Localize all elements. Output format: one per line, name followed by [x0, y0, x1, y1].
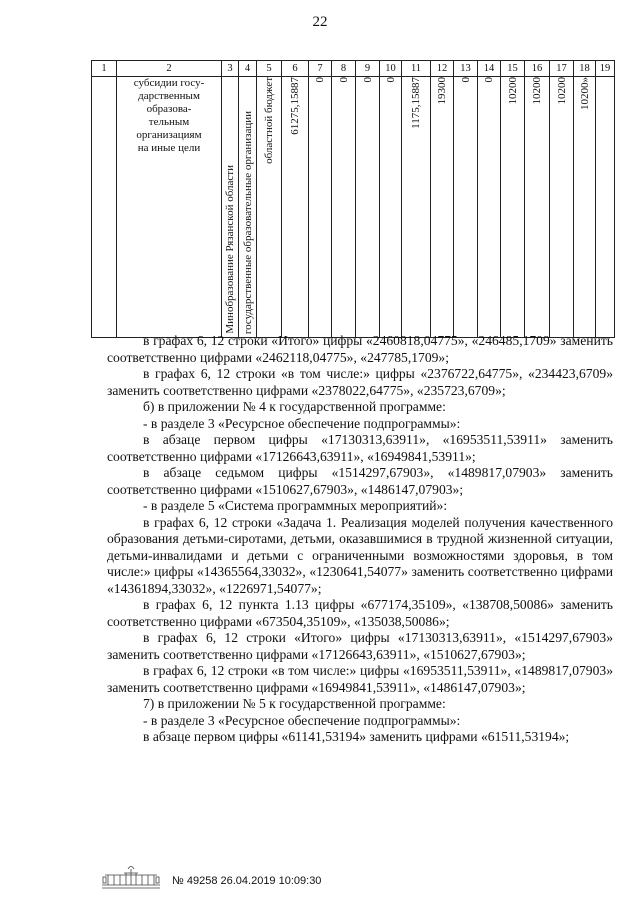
- paragraph: - в разделе 3 «Ресурсное обеспечение подпрограммы»:: [143, 712, 461, 728]
- col-num-3: 3: [222, 61, 239, 77]
- paragraph: в графах 6, 12 строки «в том числе:» цифры «2376722,64775», «234423,6709» заменить соответственно цифрами «2378022,64775», «235723,6709»;: [107, 366, 613, 398]
- value-c12: 19300: [436, 77, 448, 105]
- executor-text: Минобразование Рязанской области: [224, 165, 236, 334]
- value-c14: 0: [483, 77, 495, 83]
- cell-description: [117, 77, 222, 338]
- cell-recipient: [239, 77, 257, 338]
- cell-c16: [525, 77, 550, 338]
- col-num-17: 17: [550, 61, 574, 77]
- table-header-row: [92, 61, 615, 77]
- value-c7: 0: [314, 77, 326, 83]
- paragraph: б) в приложении № 4 к государственной программе:: [143, 399, 446, 414]
- paragraph: в графах 6, 12 пункта 1.13 цифры «677174,35109», «138708,50086» заменить соответственно цифрами «673504,35109», «135038,50086»;: [107, 597, 613, 629]
- cell-c10: [380, 77, 402, 338]
- col-num-18: 18: [574, 61, 596, 77]
- col-num-7: 7: [309, 61, 332, 77]
- value-c9: 0: [361, 77, 374, 83]
- col-num-16: 16: [525, 61, 550, 77]
- cell-c12: [431, 77, 454, 338]
- paragraph: в графах 6, 12 строки «в том числе:» цифры «16953511,53911», «1489817,07903» заменить соответственно цифрами «16949841,53911», «1486147,07903»;: [107, 663, 613, 695]
- value-c8: 0: [337, 77, 350, 83]
- value-c13: 0: [459, 77, 472, 83]
- col-num-11: 11: [402, 61, 431, 77]
- program-table: [91, 60, 615, 338]
- cell-c14: [478, 77, 501, 338]
- value-c11: 1175,15887: [410, 77, 422, 129]
- value-c16: 10200: [531, 77, 543, 105]
- col-num-6: 6: [282, 61, 309, 77]
- col-num-5: 5: [257, 61, 282, 77]
- col-num-10: 10: [380, 61, 402, 77]
- cell-c1: [92, 77, 117, 338]
- col-num-14: 14: [478, 61, 501, 77]
- source-text: областной бюджет: [263, 77, 275, 164]
- cell-c11: [402, 77, 431, 338]
- cell-c18: [574, 77, 596, 338]
- cell-c9: [356, 77, 380, 338]
- value-c18: 10200»: [578, 77, 591, 110]
- table-row: [92, 77, 615, 338]
- paragraph: в графах 6, 12 строки «Итого» цифры «17130313,63911», «1514297,67903» заменить соответственно цифрами «17126643,63911», «1510627,67903»;: [107, 630, 613, 662]
- col-num-2: 2: [117, 61, 222, 77]
- paragraph: в графах 6, 12 строки «Задача 1. Реализация моделей получения качественного образования детьми-сиротами, детьми, оказавшимися в трудной жизненной ситуации, детьми-инвалидами и детьми с ограниченными возможностями здоровья, в том числе:» цифры «14365564,33032», «1230641,54077» заменить соответственно цифрами «14361894,33032», «1226971,54077»;: [107, 514, 613, 596]
- cell-executor: [222, 77, 239, 338]
- paragraph: в абзаце первом цифры «17130313,63911», «16953511,53911» заменить соответственно цифрами «17126643,63911», «16949841,53911»;: [107, 432, 613, 464]
- cell-c8: [332, 77, 356, 338]
- document-stamp-text: № 49258 26.04.2019 10:09:30: [172, 875, 322, 887]
- paragraph: 7) в приложении № 5 к государственной программе:: [143, 696, 446, 711]
- value-c17: 10200: [555, 77, 568, 105]
- col-num-9: 9: [356, 61, 380, 77]
- col-num-19: 19: [596, 61, 615, 77]
- government-building-stamp-icon: [100, 863, 162, 891]
- description-text: субсидии госу- дарственным образова- тельным организациям на иные цели: [133, 77, 205, 154]
- col-num-1: 1: [92, 61, 117, 77]
- cell-source: [257, 77, 282, 338]
- value-c15: 10200: [506, 77, 519, 105]
- paragraph: - в разделе 5 «Система программных мероприятий»:: [143, 498, 448, 513]
- paragraph: в абзаце первом цифры «61141,53194» заменить цифрами «61511,53194»;: [143, 729, 570, 744]
- col-num-8: 8: [332, 61, 356, 77]
- col-num-4: 4: [239, 61, 257, 77]
- paragraph: в абзаце седьмом цифры «1514297,67903», «1489817,07903» заменить соответственно цифрами «1510627,67903», «1486147,07903»;: [107, 465, 613, 497]
- cell-c13: [454, 77, 478, 338]
- cell-c19: [596, 77, 615, 338]
- cell-c7: [309, 77, 332, 338]
- value-c10: 0: [384, 77, 397, 83]
- amendment-text: [107, 333, 613, 746]
- recipient-text: государственные образовательные организации: [241, 110, 254, 334]
- paragraph: - в разделе 3 «Ресурсное обеспечение подпрограммы»:: [143, 415, 461, 431]
- paragraph: в графах 6, 12 строки «Итого» цифры «2460818,04775», «246485,1709» заменить соответственно цифрами «2462118,04775», «247785,1709»;: [107, 333, 613, 365]
- cell-c15: [501, 77, 525, 338]
- cell-total: [282, 77, 309, 338]
- col-num-13: 13: [454, 61, 478, 77]
- total-value: 61275,15887: [289, 77, 301, 135]
- col-num-12: 12: [431, 61, 454, 77]
- cell-c17: [550, 77, 574, 338]
- page-number: 22: [312, 14, 328, 30]
- col-num-15: 15: [501, 61, 525, 77]
